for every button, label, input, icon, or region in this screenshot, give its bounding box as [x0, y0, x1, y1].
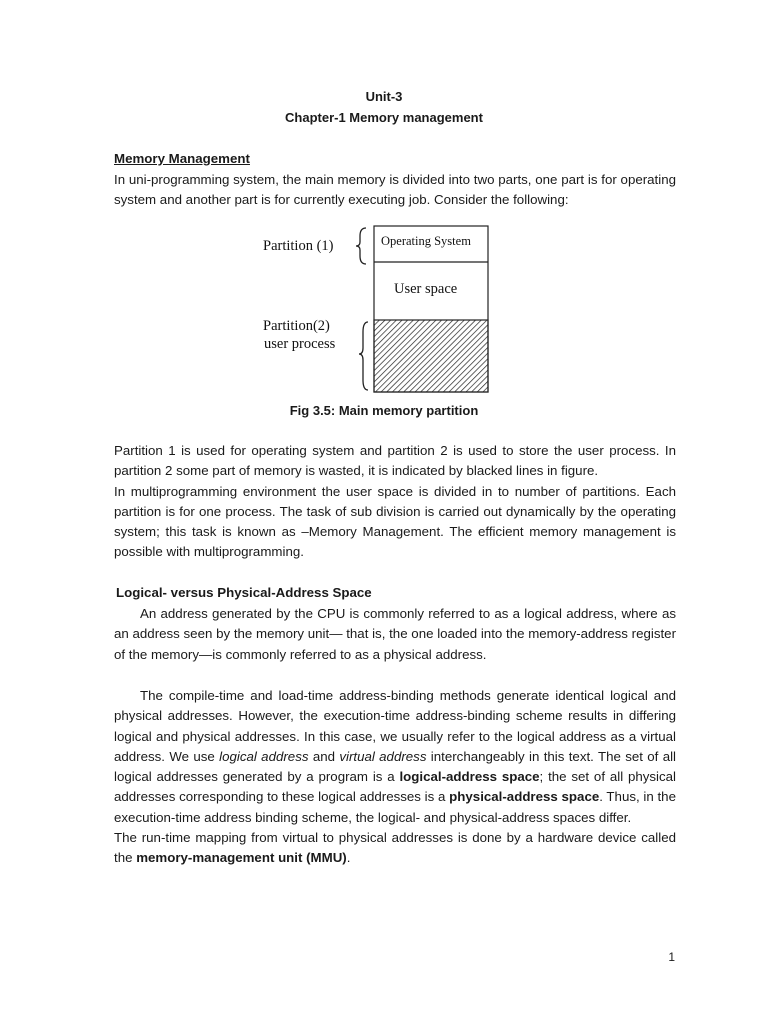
- mmu-text-part: .: [346, 850, 351, 866]
- partition-text-1: Partition 1 is used for operating system and partition 2 is used to store the user process. In partition 2 some part of memory is wasted, it is indicated by blacked lines in figure.: [114, 443, 676, 479]
- binding-paragraph: [114, 686, 676, 869]
- partition-1-label: Partition (1): [263, 238, 334, 254]
- binding-text: [114, 686, 676, 828]
- binding-text-part: . Thus, in the execution-time address binding scheme, the logical- and physical-address spaces differ.: [114, 789, 676, 825]
- partition-2-sublabel: user process: [264, 336, 336, 352]
- os-label: Operating System: [381, 234, 471, 248]
- partition-text-2: In multiprogramming environment the user space is divided in to number of partitions. Each partition is for one process. The task of sub division is carried out dynamically by the operating system; this task is known as –Memory Management. The efficient memory management is possible with multiprogramming.: [114, 483, 676, 560]
- term-physical-address-space: physical-address space: [449, 789, 600, 805]
- user-space-label: User space: [394, 281, 458, 297]
- unit-title: Unit-3: [365, 89, 403, 104]
- partition-2-label: Partition(2): [263, 318, 330, 334]
- intro-paragraph: [114, 170, 676, 211]
- memory-partition-diagram: [260, 224, 492, 394]
- term-mmu: memory-management unit (MMU): [136, 850, 347, 866]
- intro-text: In uni-programming system, the main memory is divided into two parts, one part is for operating system and another part is for currently executing job. Consider the following:: [114, 172, 676, 208]
- chapter-title: Chapter-1 Memory management: [285, 110, 483, 125]
- term-virtual-address: virtual address: [339, 748, 427, 764]
- binding-text-part: The compile-time and load-time address-binding methods generate identical logical and physical addresses. However, the execution-time address-binding scheme results in differing logical and physical addresses. In this case, we usually refer to the logical address as a virtual address. We use: [114, 688, 676, 764]
- term-logical-address-space: logical-address space: [399, 769, 540, 785]
- wasted-memory-hatch: [374, 320, 488, 392]
- memory-partition-figure: [260, 224, 492, 394]
- section-heading-memory-management: Memory Management: [114, 151, 250, 166]
- partition-1-brace: [356, 228, 366, 264]
- page-number: 1: [668, 950, 675, 964]
- section-heading-logical-physical: Logical- versus Physical-Address Space: [116, 585, 372, 600]
- mmu-text: [114, 828, 676, 869]
- logical-address-paragraph: [114, 604, 676, 665]
- binding-text-part: interchangeably in this text. The set of all logical addresses generated by a program is a: [114, 748, 676, 785]
- logical-address-text: An address generated by the CPU is commonly referred to as a logical address, where as an address seen by the memory unit— that is, the one loaded into the memory-address register of the memory—is commonly referred to as a physical address.: [114, 606, 676, 662]
- mmu-text-part: The run-time mapping from virtual to physical addresses is done by a hardware device called the: [114, 830, 676, 866]
- partition-2-brace: [359, 322, 368, 390]
- binding-text-part: and: [308, 748, 340, 764]
- binding-text-part: ; the set of all physical addresses corresponding to these logical addresses is a: [114, 769, 677, 805]
- partition-paragraph: [114, 441, 676, 563]
- figure-caption: Fig 3.5: Main memory partition: [289, 403, 479, 418]
- term-logical-address: logical address: [219, 748, 309, 764]
